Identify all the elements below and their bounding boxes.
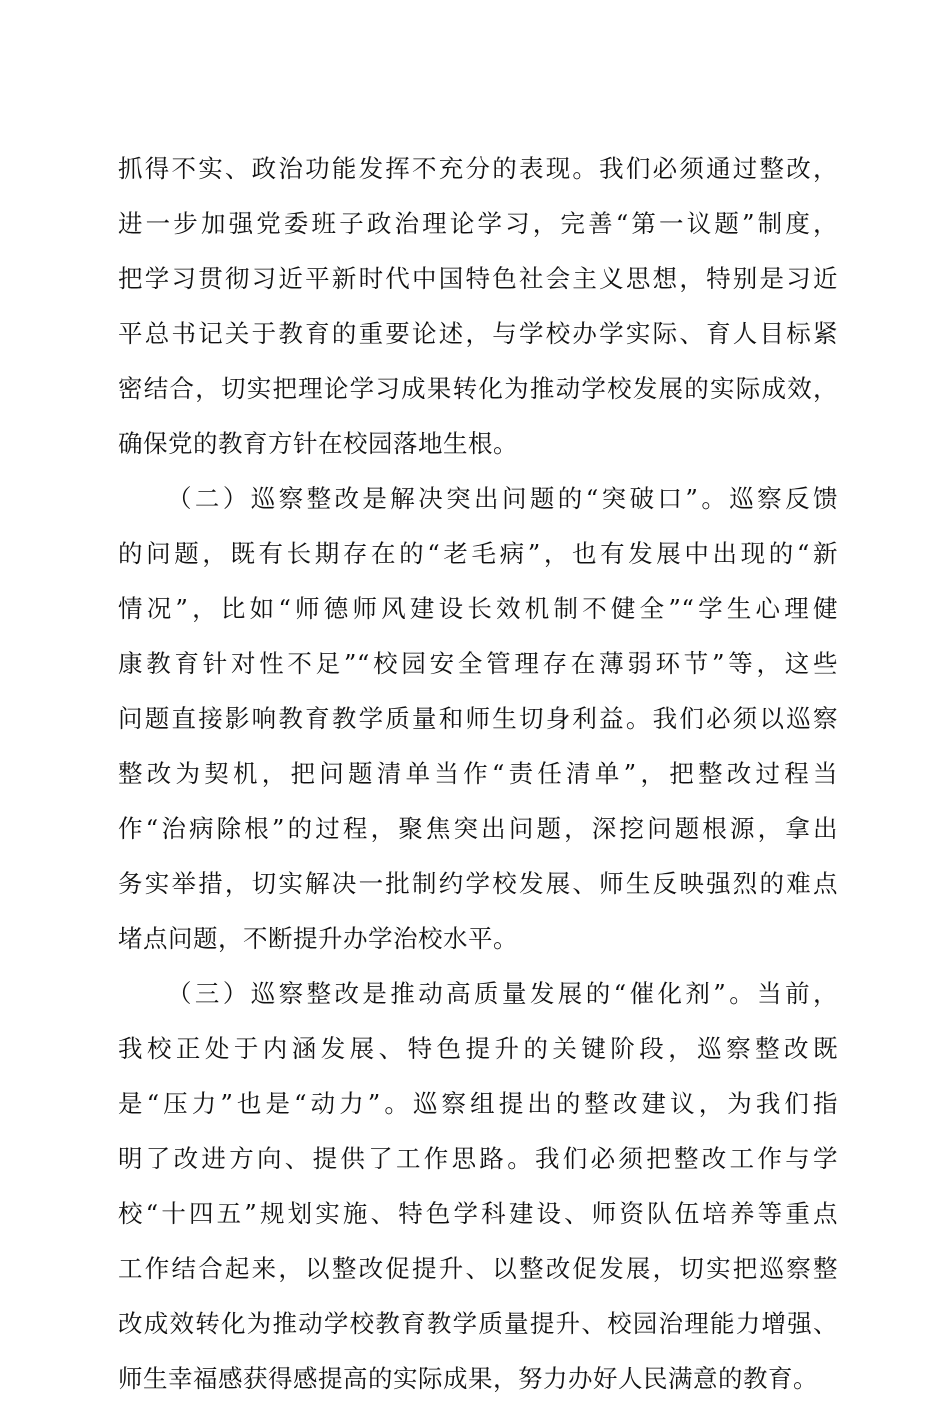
text-line: 确保党的教育方针在校园落地生根。 (118, 429, 518, 458)
text-line: 改成效转化为推动学校教育教学质量提升、校园治理能力增强、 (118, 1309, 838, 1338)
text-line: 工作结合起来，以整改促提升、以整改促发展，切实把巡察整 (118, 1254, 838, 1283)
text-line: 平总书记关于教育的重要论述，与学校办学实际、育人目标紧 (118, 319, 838, 348)
text-line: 情况”，比如“师德师风建设长效机制不健全”“学生心理健 (118, 594, 838, 623)
text-line: 整改为契机，把问题清单当作“责任清单”，把整改过程当 (118, 759, 838, 788)
text-line: 师生幸福感获得感提高的实际成果，努力办好人民满意的教育。 (118, 1364, 818, 1393)
text-line: 进一步加强党委班子政治理论学习，完善“第一议题”制度， (118, 209, 838, 238)
text-line: 务实举措，切实解决一批制约学校发展、师生反映强烈的难点 (118, 869, 838, 898)
text-line: 抓得不实、政治功能发挥不充分的表现。我们必须通过整改， (118, 154, 838, 183)
text-line: 康教育针对性不足”“校园安全管理存在薄弱环节”等，这些 (118, 649, 838, 678)
text-line: 明了改进方向、提供了工作思路。我们必须把整改工作与学 (118, 1144, 838, 1173)
text-line: 把学习贯彻习近平新时代中国特色社会主义思想，特别是习近 (118, 264, 838, 293)
body-text (118, 141, 838, 1406)
text-line: 的问题，既有长期存在的“老毛病”，也有发展中出现的“新 (118, 539, 838, 568)
text-line: 密结合，切实把理论学习成果转化为推动学校发展的实际成效， (118, 374, 838, 403)
text-line: 作“治病除根”的过程，聚焦突出问题，深挖问题根源，拿出 (118, 814, 838, 843)
text-line: 是“压力”也是“动力”。巡察组提出的整改建议，为我们指 (118, 1089, 838, 1118)
text-line: 堵点问题，不断提升办学治校水平。 (118, 924, 518, 953)
text-line: 校“十四五”规划实施、特色学科建设、师资队伍培养等重点 (118, 1199, 838, 1228)
section-heading-line: （三）巡察整改是推动高质量发展的“催化剂”。当前， (167, 979, 838, 1008)
text-line: 问题直接影响教育教学质量和师生切身利益。我们必须以巡察 (118, 704, 838, 733)
text-line: 我校正处于内涵发展、特色提升的关键阶段，巡察整改既 (118, 1034, 838, 1063)
section-heading-line: （二）巡察整改是解决突出问题的“突破口”。巡察反馈 (167, 484, 838, 513)
